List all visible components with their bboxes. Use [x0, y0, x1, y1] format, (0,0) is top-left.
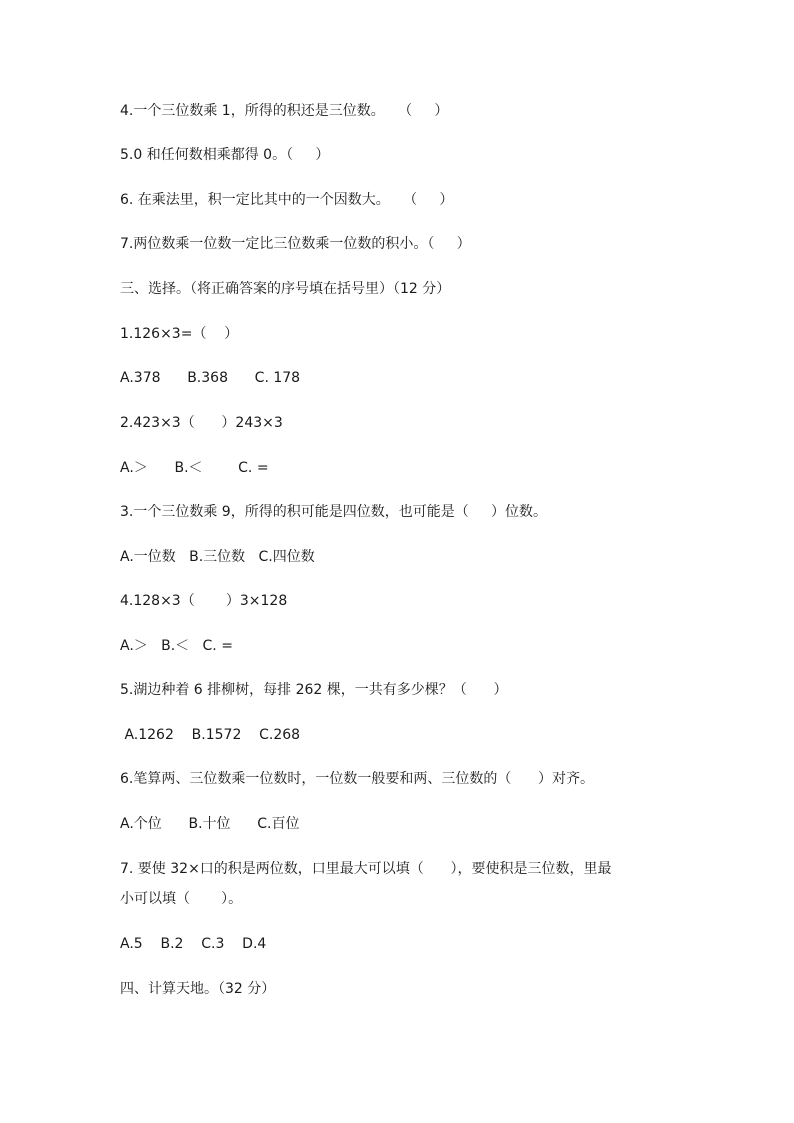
choice-options-2: A.＞ B.＜ C. = — [120, 460, 269, 476]
section-4-heading: 四、计算天地。（32 分） — [120, 981, 276, 997]
choice-options-6: A.个位 B.十位 C.百位 — [120, 816, 300, 832]
choice-question-2: 2.423×3（ ）243×3 — [120, 415, 283, 431]
choice-question-1: 1.126×3=（ ） — [120, 326, 239, 342]
choice-options-4: A.＞ B.＜ C. = — [120, 638, 233, 654]
question-4: 4.一个三位数乘 1，所得的积还是三位数。 （ ） — [120, 103, 449, 119]
question-6: 6. 在乘法里，积一定比其中的一个因数大。 （ ） — [120, 192, 454, 208]
choice-options-1: A.378 B.368 C. 178 — [120, 370, 301, 386]
section-3-heading: 三、选择。（将正确答案的序号填在括号里）（12 分） — [120, 281, 451, 297]
choice-options-3: A.一位数 B.三位数 C.四位数 — [120, 549, 315, 565]
choice-question-7-line-1: 7. 要使 32×口的积是两位数，口里最大可以填（ ），要使积是三位数，里最 — [120, 861, 612, 877]
choice-question-6: 6.笔算两、三位数乘一位数时，一位数一般要和两、三位数的（ ）对齐。 — [120, 771, 595, 787]
question-7: 7.两位数乘一位数一定比三位数乘一位数的积小。（ ） — [120, 236, 471, 252]
question-5: 5.0 和任何数相乘都得 0。（ ） — [120, 147, 330, 163]
choice-question-3: 3.一个三位数乘 9，所得的积可能是四位数，也可能是（ ）位数。 — [120, 504, 547, 520]
choice-question-7-line-2: 小可以填（ ）。 — [120, 891, 243, 907]
choice-question-5: 5.湖边种着 6 排柳树，每排 262 棵，一共有多少棵？（ ） — [120, 682, 508, 698]
choice-options-5: A.1262 B.1572 C.268 — [120, 727, 301, 743]
choice-options-7: A.5 B.2 C.3 D.4 — [120, 936, 267, 952]
choice-question-4: 4.128×3（ ）3×128 — [120, 593, 288, 609]
